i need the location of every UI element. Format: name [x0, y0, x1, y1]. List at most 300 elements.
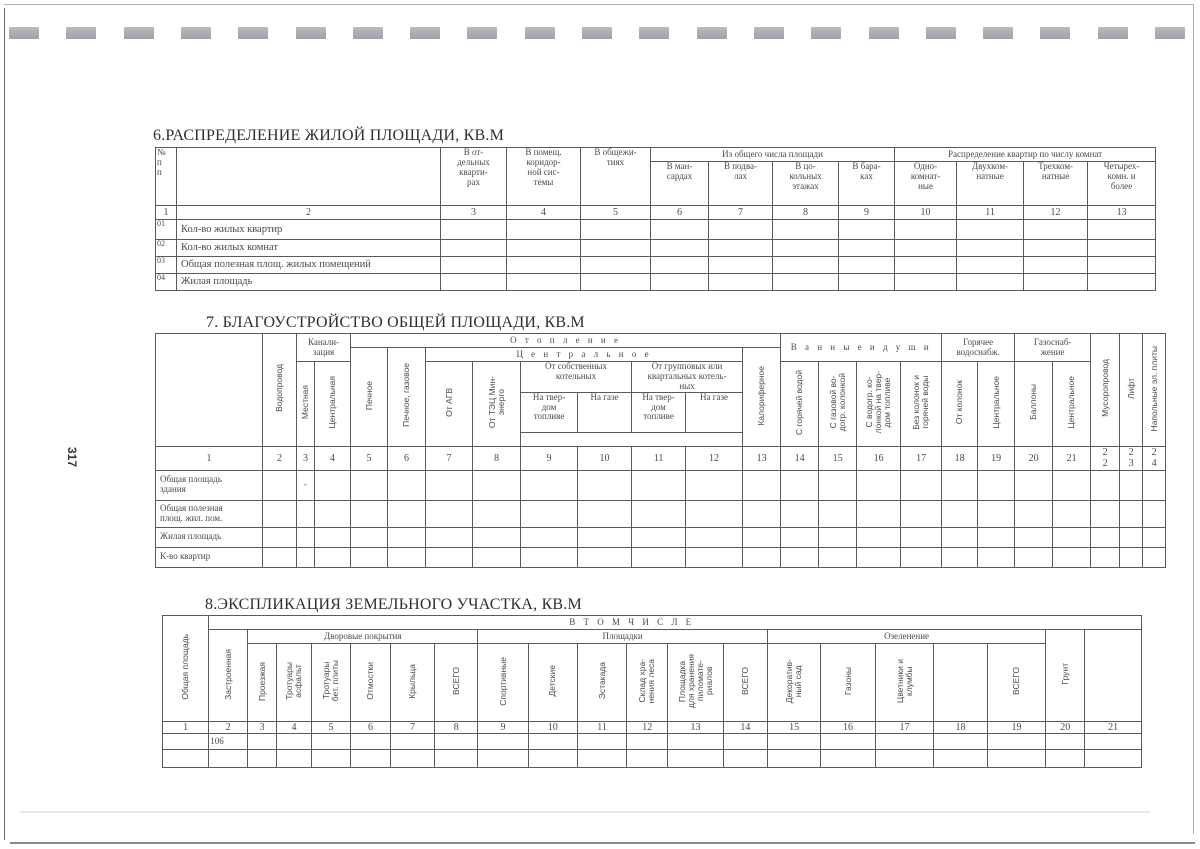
data-cell[interactable] — [632, 527, 686, 547]
data-cell[interactable] — [351, 500, 388, 527]
data-cell[interactable] — [686, 500, 743, 527]
header-garbage-chute: Мусоропровод — [1091, 334, 1120, 447]
data-cell[interactable] — [350, 750, 390, 768]
data-cell[interactable] — [957, 240, 1024, 257]
table-row — [163, 750, 1142, 768]
data-cell[interactable] — [528, 750, 577, 768]
data-cell[interactable] — [821, 734, 875, 750]
data-cell[interactable] — [473, 547, 521, 567]
data-cell[interactable] — [1015, 470, 1053, 500]
header-greenery: Озеленение — [767, 630, 1045, 644]
section7-title: 7. БЛАГОУСТРОЙСТВО ОБЩЕЙ ПЛОЩАДИ, КВ.М — [206, 314, 585, 331]
table-row — [156, 547, 1166, 567]
column-number: 8 — [473, 446, 521, 470]
data-cell[interactable] — [426, 470, 473, 500]
data-cell[interactable] — [875, 750, 934, 768]
header-three-room: Трехком- натные — [1024, 162, 1088, 206]
header-description — [177, 148, 441, 206]
data-cell[interactable] — [528, 734, 577, 750]
data-cell[interactable] — [839, 220, 895, 240]
data-cell[interactable] — [743, 527, 781, 547]
table-row — [156, 470, 1166, 500]
data-cell[interactable] — [478, 734, 528, 750]
data-cell[interactable] — [426, 500, 473, 527]
column-number: 7 — [709, 206, 773, 220]
data-cell[interactable] — [942, 547, 978, 567]
data-cell[interactable] — [263, 500, 297, 527]
binder-hole — [1155, 27, 1185, 39]
data-cell[interactable] — [435, 734, 478, 750]
binder-hole — [697, 27, 727, 39]
table-row — [156, 240, 1156, 257]
data-cell[interactable] — [581, 220, 651, 240]
header-gas-heater: С газовой во- догр. колонкой — [819, 362, 857, 447]
data-cell[interactable] — [1091, 527, 1120, 547]
column-number: 20 — [1046, 722, 1085, 734]
data-cell[interactable] — [1088, 220, 1156, 240]
data-cell[interactable] — [507, 257, 581, 274]
data-cell[interactable] — [781, 527, 819, 547]
data-cell[interactable] — [315, 470, 351, 500]
header-blind-area: Отмостки — [350, 644, 390, 722]
data-cell[interactable] — [1120, 547, 1143, 567]
data-cell[interactable] — [1024, 274, 1088, 291]
column-number: 15 — [819, 446, 857, 470]
row-label: Общая полезная площ. жил. пом. — [156, 500, 263, 527]
data-cell[interactable] — [987, 750, 1046, 768]
data-cell[interactable] — [351, 547, 388, 567]
data-cell[interactable] — [311, 734, 350, 750]
data-cell[interactable] — [1024, 220, 1088, 240]
data-cell[interactable] — [632, 470, 686, 500]
header-including: В Т О М Ч И С Л Е — [209, 616, 1142, 630]
binder-hole — [582, 27, 612, 39]
column-number: 6 — [651, 206, 709, 220]
data-cell[interactable] — [1143, 500, 1166, 527]
column-number: 2 — [263, 446, 297, 470]
column-number: 2 — [177, 206, 441, 220]
data-cell[interactable] — [901, 547, 942, 567]
data-cell[interactable] — [277, 734, 312, 750]
header-col18-blank — [934, 644, 987, 722]
column-number: 4 — [315, 446, 351, 470]
column-number: 11 — [957, 206, 1024, 220]
data-cell[interactable] — [263, 527, 297, 547]
header-group-boilers: От групповых или квартальных котель- ных — [632, 362, 743, 393]
data-cell[interactable] — [1015, 547, 1053, 567]
header-children: Детские — [528, 644, 577, 722]
data-cell[interactable] — [435, 750, 478, 768]
data-cell[interactable] — [248, 750, 277, 768]
data-cell[interactable] — [577, 750, 626, 768]
data-cell[interactable] — [895, 220, 957, 240]
data-cell[interactable] — [581, 257, 651, 274]
header-calorifer: Калориферное — [743, 348, 781, 447]
column-number: 16 — [821, 722, 875, 734]
data-cell[interactable] — [297, 547, 315, 567]
data-cell[interactable] — [263, 547, 297, 567]
data-cell[interactable] — [709, 274, 773, 291]
data-cell[interactable] — [781, 547, 819, 567]
data-cell[interactable] — [895, 257, 957, 274]
data-cell[interactable] — [1120, 470, 1143, 500]
data-cell[interactable] — [388, 527, 426, 547]
data-cell[interactable] — [743, 470, 781, 500]
data-cell[interactable] — [1024, 240, 1088, 257]
header-spacer — [521, 432, 743, 446]
column-number: 2 4 — [1143, 446, 1166, 470]
data-cell[interactable] — [581, 274, 651, 291]
data-cell[interactable] — [857, 547, 901, 567]
column-number: 1 — [156, 206, 177, 220]
column-number: 21 — [1053, 446, 1091, 470]
data-cell[interactable] — [632, 500, 686, 527]
data-cell[interactable] — [651, 240, 709, 257]
data-cell[interactable] — [857, 470, 901, 500]
data-cell[interactable] — [1091, 547, 1120, 567]
header-stove: Печное — [351, 348, 388, 447]
data-cell[interactable] — [819, 527, 857, 547]
table-row — [156, 500, 1166, 527]
binder-hole — [66, 27, 96, 39]
data-cell[interactable] — [957, 257, 1024, 274]
binder-hole — [525, 27, 555, 39]
data-cell[interactable] — [351, 470, 388, 500]
header-separate-apartments: В от- дельных кварти- рах — [441, 148, 507, 206]
header-porches: Крыльца — [391, 644, 435, 722]
data-cell[interactable] — [686, 547, 743, 567]
data-cell[interactable] — [473, 527, 521, 547]
data-cell[interactable] — [473, 500, 521, 527]
table-row — [156, 257, 1156, 274]
data-cell[interactable] — [934, 750, 987, 768]
data-cell[interactable] — [521, 547, 578, 567]
data-cell[interactable] — [1143, 547, 1166, 567]
column-number: 18 — [934, 722, 987, 734]
data-cell[interactable] — [426, 547, 473, 567]
column-number: 15 — [767, 722, 820, 734]
data-cell[interactable] — [773, 220, 839, 240]
column-number: 19 — [987, 722, 1046, 734]
data-cell[interactable] — [1088, 274, 1156, 291]
page-border-left — [4, 8, 5, 840]
data-cell[interactable] — [1053, 500, 1091, 527]
page-number: 317 — [65, 446, 80, 468]
header-flowerbeds: Цветники и клумбы — [875, 644, 934, 722]
data-cell[interactable] — [248, 734, 277, 750]
built-up-area-value[interactable] — [209, 750, 248, 768]
header-corridor-system: В помещ. коридор- ной сис- темы — [507, 148, 581, 206]
data-cell[interactable] — [388, 470, 426, 500]
header-driveway: Проезжая — [248, 644, 277, 722]
column-number: 4 — [277, 722, 312, 734]
data-cell[interactable] — [521, 500, 578, 527]
data-cell[interactable] — [388, 500, 426, 527]
row-label: Общая площадь здания — [156, 470, 263, 500]
column-number: 2 2 — [1091, 446, 1120, 470]
header-barracks: В бара- ках — [839, 162, 895, 206]
data-cell[interactable] — [781, 500, 819, 527]
data-cell[interactable] — [577, 734, 626, 750]
data-cell[interactable] — [441, 220, 507, 240]
header-hw-central: Центральное — [978, 362, 1015, 447]
page-border-top — [4, 4, 1194, 5]
data-cell[interactable] — [668, 734, 723, 750]
data-cell[interactable] — [901, 500, 942, 527]
data-cell[interactable] — [767, 734, 820, 750]
data-cell[interactable] — [315, 500, 351, 527]
data-cell[interactable] — [441, 274, 507, 291]
header-sewerage: Канали- зация — [297, 334, 351, 362]
data-cell[interactable] — [942, 500, 978, 527]
column-number-row — [156, 206, 1156, 220]
data-cell[interactable] — [723, 734, 767, 750]
header-group-gas: На газе — [686, 392, 743, 432]
data-cell[interactable] — [521, 527, 578, 547]
data-cell[interactable] — [1053, 527, 1091, 547]
data-cell[interactable] — [163, 750, 209, 768]
column-number: 12 — [627, 722, 668, 734]
column-number: 2 — [209, 722, 248, 734]
data-cell[interactable] — [311, 750, 350, 768]
column-number: 3 — [297, 446, 315, 470]
header-sites: Площадки — [478, 630, 768, 644]
data-cell[interactable] — [857, 527, 901, 547]
data-cell[interactable] — [1085, 750, 1142, 768]
data-cell[interactable] — [942, 527, 978, 547]
data-cell[interactable] — [743, 547, 781, 567]
data-cell[interactable] — [578, 500, 632, 527]
data-cell[interactable] — [627, 750, 668, 768]
data-cell[interactable] — [709, 220, 773, 240]
data-cell[interactable] — [857, 500, 901, 527]
data-cell[interactable] — [263, 470, 297, 500]
data-cell[interactable] — [957, 274, 1024, 291]
built-up-area-value[interactable]: 106 — [209, 734, 248, 750]
column-number: 12 — [686, 446, 743, 470]
data-cell[interactable] — [521, 470, 578, 500]
data-cell[interactable] — [297, 500, 315, 527]
data-cell[interactable] — [1088, 257, 1156, 274]
header-hw-from-heater: От колонок — [942, 362, 978, 447]
row-code: 03 — [156, 257, 177, 274]
table-row — [163, 734, 1142, 750]
column-number: 2 3 — [1120, 446, 1143, 470]
data-cell[interactable] — [819, 500, 857, 527]
data-cell[interactable] — [1053, 547, 1091, 567]
data-cell[interactable] — [1085, 734, 1142, 750]
data-cell[interactable] — [1053, 470, 1091, 500]
column-number: 11 — [577, 722, 626, 734]
column-number-row — [156, 446, 1166, 470]
data-cell[interactable] — [627, 734, 668, 750]
column-number: 16 — [857, 446, 901, 470]
data-cell[interactable] — [441, 240, 507, 257]
data-cell[interactable] — [875, 734, 934, 750]
data-cell[interactable] — [391, 734, 435, 750]
data-cell[interactable] — [426, 527, 473, 547]
data-cell[interactable] — [507, 274, 581, 291]
binder-hole — [1098, 27, 1128, 39]
binder-hole — [124, 27, 154, 39]
header-heating: О т о п л е н и е — [351, 334, 781, 348]
row-label: Кол-во жилых комнат — [177, 240, 441, 257]
data-cell[interactable] — [507, 240, 581, 257]
header-no-heater: Без колонок и горячей воды — [901, 362, 942, 447]
table-row — [156, 527, 1166, 547]
data-cell[interactable]: - — [297, 470, 315, 500]
column-number: 8 — [435, 722, 478, 734]
data-cell[interactable] — [942, 470, 978, 500]
data-cell[interactable] — [767, 750, 820, 768]
row-code: 01 — [156, 220, 177, 240]
header-gas-bottles: Баллоны — [1015, 362, 1053, 447]
data-cell[interactable] — [839, 257, 895, 274]
data-cell[interactable] — [709, 240, 773, 257]
section6-table — [155, 147, 1156, 291]
data-cell[interactable] — [1088, 240, 1156, 257]
data-cell[interactable] — [895, 240, 957, 257]
data-cell[interactable] — [473, 470, 521, 500]
data-cell[interactable] — [1015, 527, 1053, 547]
data-cell[interactable] — [297, 527, 315, 547]
data-cell[interactable] — [163, 734, 209, 750]
data-cell[interactable] — [773, 240, 839, 257]
column-number: 17 — [901, 446, 942, 470]
data-cell[interactable] — [978, 470, 1015, 500]
header-col21-blank — [1085, 630, 1142, 722]
column-number: 5 — [351, 446, 388, 470]
data-cell[interactable] — [978, 527, 1015, 547]
header-own-gas: На газе — [578, 392, 632, 432]
data-cell[interactable] — [773, 257, 839, 274]
header-lawns: Газоны — [821, 644, 875, 722]
header-group-of-total-area: Из общего числа площади — [651, 148, 895, 162]
data-cell[interactable] — [686, 470, 743, 500]
header-dormitories: В общежи- тиях — [581, 148, 651, 206]
data-cell[interactable] — [351, 527, 388, 547]
header-total-area: Общая площадь — [163, 616, 209, 722]
data-cell[interactable] — [478, 750, 528, 768]
data-cell[interactable] — [315, 527, 351, 547]
data-cell[interactable] — [632, 547, 686, 567]
header-from-agv: От АГВ — [426, 362, 473, 447]
header-four-plus-room: Четырех- комн. и более — [1088, 162, 1156, 206]
column-number: 13 — [743, 446, 781, 470]
data-cell[interactable] — [987, 734, 1046, 750]
data-cell[interactable] — [651, 274, 709, 291]
data-cell[interactable] — [388, 547, 426, 567]
data-cell[interactable] — [978, 547, 1015, 567]
data-cell[interactable] — [651, 220, 709, 240]
header-sport: Спортивные — [478, 644, 528, 722]
header-group-room-distribution: Распределение квартир по числу комнат — [895, 148, 1156, 162]
data-cell[interactable] — [1091, 470, 1120, 500]
data-cell[interactable] — [578, 470, 632, 500]
header-own-solid-fuel: На твер- дом топливе — [521, 392, 578, 432]
data-cell[interactable] — [578, 527, 632, 547]
data-cell[interactable] — [709, 257, 773, 274]
data-cell[interactable] — [686, 527, 743, 547]
column-number: 7 — [391, 722, 435, 734]
data-cell[interactable] — [1046, 734, 1085, 750]
header-hot-water: С горячей водой — [781, 362, 819, 447]
data-cell[interactable] — [743, 500, 781, 527]
data-cell[interactable] — [651, 257, 709, 274]
data-cell[interactable] — [391, 750, 435, 768]
header-ground-floors: В цо- кольных этажах — [773, 162, 839, 206]
header-own-boilers: От собственных котельных — [521, 362, 632, 393]
data-cell[interactable] — [819, 470, 857, 500]
binder-hole — [467, 27, 497, 39]
data-cell[interactable] — [1143, 527, 1166, 547]
row-code: 02 — [156, 240, 177, 257]
data-cell[interactable] — [1120, 527, 1143, 547]
data-cell[interactable] — [315, 547, 351, 567]
row-label: Кол-во жилых квартир — [177, 220, 441, 240]
header-solid-fuel-heater: С водогр. ко- лонкой на твер- дом топливе — [857, 362, 901, 447]
data-cell[interactable] — [895, 274, 957, 291]
data-cell[interactable] — [350, 734, 390, 750]
column-number: 6 — [388, 446, 426, 470]
data-cell[interactable] — [819, 547, 857, 567]
data-cell[interactable] — [1015, 500, 1053, 527]
data-cell[interactable] — [581, 240, 651, 257]
section7-table — [155, 333, 1166, 568]
data-cell[interactable] — [901, 527, 942, 547]
data-cell[interactable] — [578, 547, 632, 567]
column-number: 3 — [441, 206, 507, 220]
data-cell[interactable] — [839, 240, 895, 257]
binder-hole — [410, 27, 440, 39]
binder-hole — [926, 27, 956, 39]
data-cell[interactable] — [1120, 500, 1143, 527]
data-cell[interactable] — [277, 750, 312, 768]
header-group-solid-fuel: На твер- дом топливе — [632, 392, 686, 432]
binder-hole — [1040, 27, 1070, 39]
data-cell[interactable] — [441, 257, 507, 274]
data-cell[interactable] — [507, 220, 581, 240]
header-sewer-central: Центральная — [315, 362, 351, 447]
data-cell[interactable] — [723, 750, 767, 768]
binder-hole — [353, 27, 383, 39]
column-number: 20 — [1015, 446, 1053, 470]
column-number: 7 — [426, 446, 473, 470]
data-cell[interactable] — [901, 470, 942, 500]
binder-hole — [811, 27, 841, 39]
scan-artifact-line — [20, 811, 1150, 813]
data-cell[interactable] — [1046, 750, 1085, 768]
data-cell[interactable] — [1091, 500, 1120, 527]
data-cell[interactable] — [1024, 257, 1088, 274]
data-cell[interactable] — [773, 274, 839, 291]
data-cell[interactable] — [839, 274, 895, 291]
data-cell[interactable] — [668, 750, 723, 768]
section8-table — [162, 615, 1142, 768]
data-cell[interactable] — [781, 470, 819, 500]
header-built-up: Застроенная — [209, 630, 248, 722]
data-cell[interactable] — [978, 500, 1015, 527]
data-cell[interactable] — [1143, 470, 1166, 500]
header-yard-coverings: Дворовые покрытия — [248, 630, 478, 644]
binder-hole — [869, 27, 899, 39]
data-cell[interactable] — [957, 220, 1024, 240]
column-number: 3 — [248, 722, 277, 734]
data-cell[interactable] — [821, 750, 875, 768]
column-number: 8 — [773, 206, 839, 220]
data-cell[interactable] — [934, 734, 987, 750]
header-one-room: Одно- комнат- ные — [895, 162, 957, 206]
